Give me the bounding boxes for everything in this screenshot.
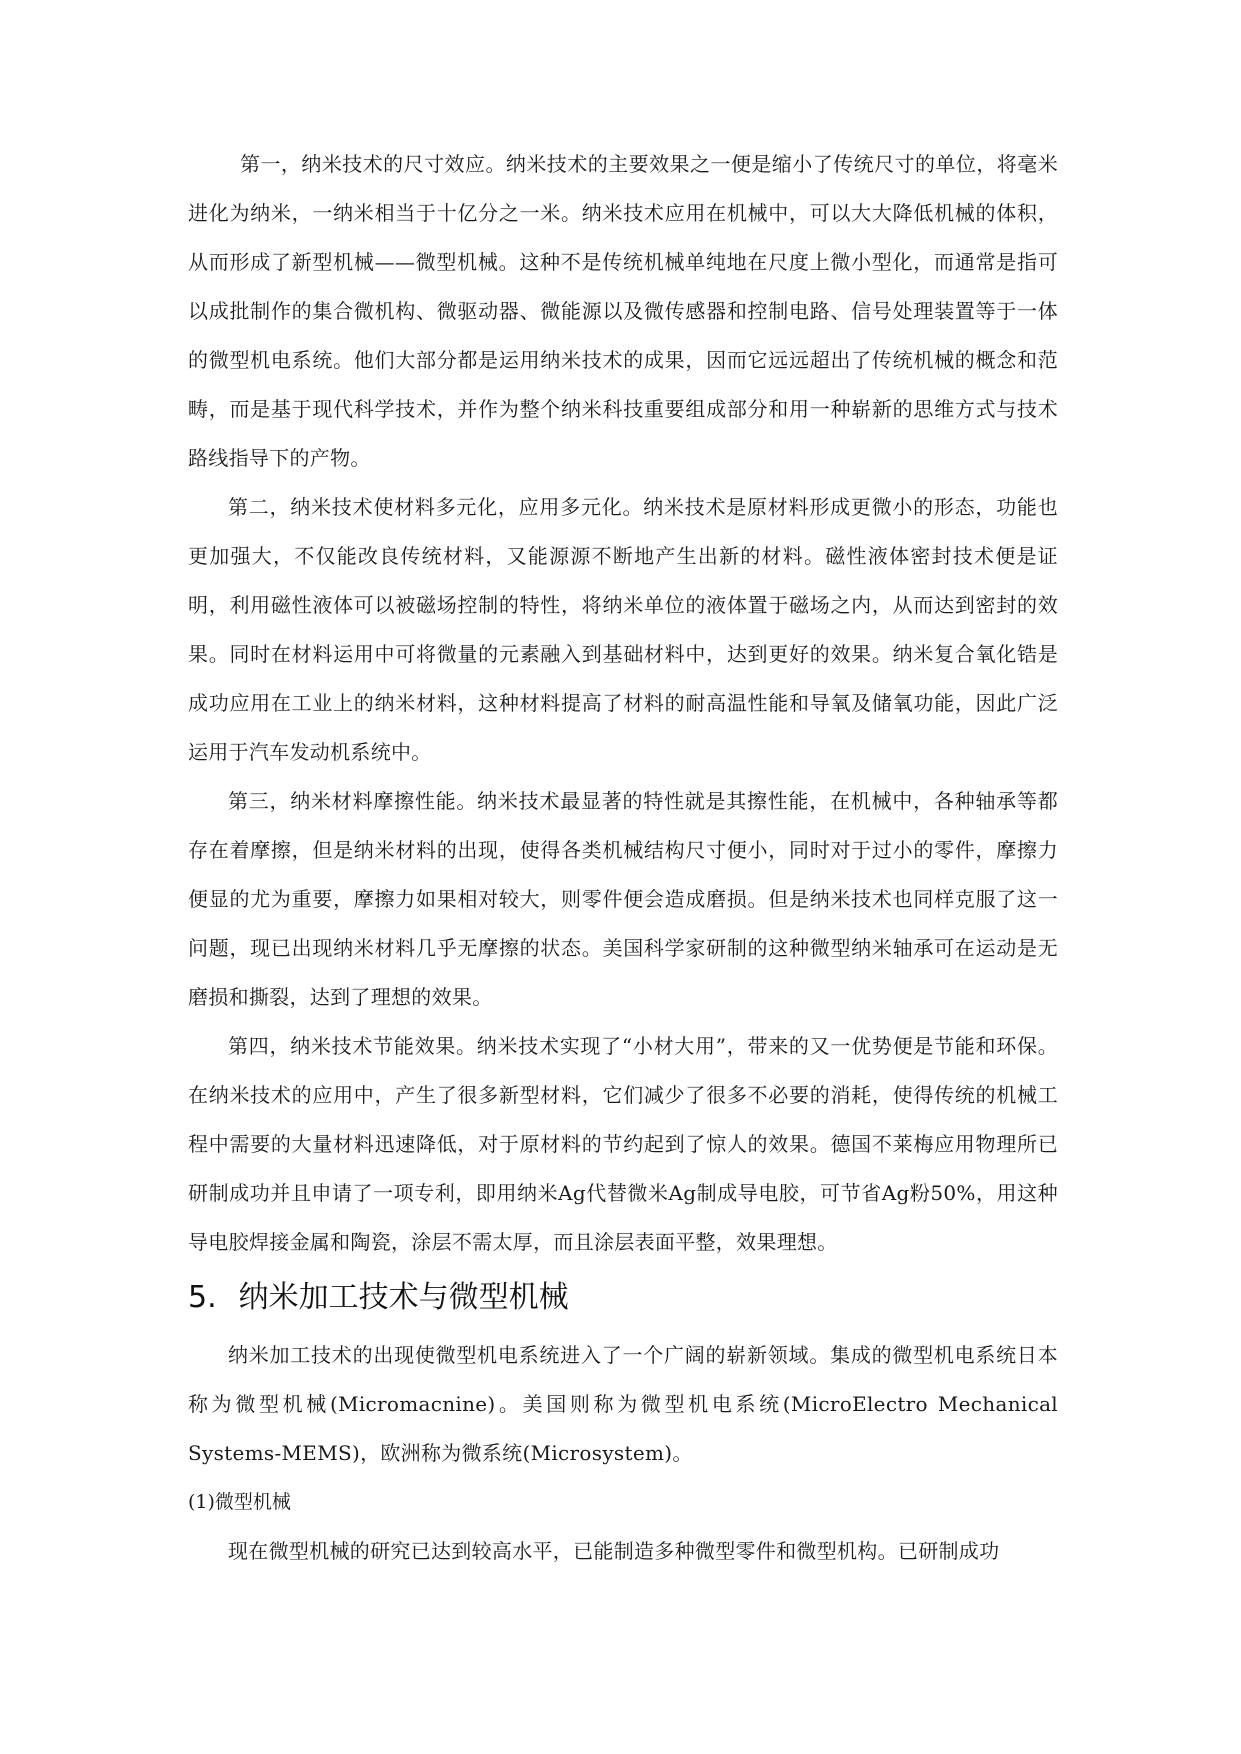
paragraph-friction: 第三，纳米材料摩擦性能。纳米技术最显著的特性就是其擦性能，在机械中，各种轴承等都存在着摩擦，但是纳米材料的出现，使得各类机械结构尺寸便小，同时对于过小的零件，摩擦力便显的尤为重要，摩擦力如果相对较大，则零件便会造成磨损。但是纳米技术也同样克服了这一问题，现已出现纳米材料几乎无摩擦的状态。美国科学家研制的这种微型纳米轴承可在运动是无磨损和撕裂，达到了理想的效果。 [188,789,1058,1009]
subheading-micro-machine: (1)微型机械 [188,1491,291,1513]
section-heading [188,1269,1058,1327]
section-number: 5. [188,1280,217,1315]
section-title: 纳米加工技术与微型机械 [238,1280,569,1315]
paragraph-energy-saving: 第四，纳米技术节能效果。纳米技术实现了“小材大用”，带来的又一优势便是节能和环保。在纳米技术的应用中，产生了很多新型材料，它们减少了很多不必要的消耗，使得传统的机械工程中需要的大量材料迅速降低，对于原材料的节约起到了惊人的效果。德国不莱梅应用物理所已研制成功并且申请了一项专利，即用纳米Ag代替微米Ag制成导电胶，可节省Ag粉50%，用这种导电胶焊接金属和陶瓷，涂层不需太厚，而且涂层表面平整，效果理想。 [188,1034,1058,1254]
paragraph-nano-processing: 纳米加工技术的出现使微型机电系统进入了一个广阔的崭新领域。集成的微型机电系统日本称为微型机械(Micromacnine)。美国则称为微型机电系统(MicroElectro Mechanical Systems-MEMS)，欧洲称为微系统(Microsystem)。 [188,1343,1058,1465]
paragraph-size-effect: 第一，纳米技术的尺寸效应。纳米技术的主要效果之一便是缩小了传统尺寸的单位，将毫米进化为纳米，一纳米相当于十亿分之一米。纳米技术应用在机械中，可以大大降低机械的体积，从而形成了新型机械——微型机械。这种不是传统机械单纯地在尺度上微小型化，而通常是指可以成批制作的集合微机构、微驱动器、微能源以及微传感器和控制电路、信号处理装置等于一体的微型机电系统。他们大部分都是运用纳米技术的成果，因而它远远超出了传统机械的概念和范畴，而是基于现代科学技术，并作为整个纳米科技重要组成部分和用一种崭新的思维方式与技术路线指导下的产物。 [188,152,1058,470]
paragraph-micro-machine: 现在微型机械的研究已达到较高水平，已能制造多种微型零件和微型机构。已研制成功 [228,1539,1000,1563]
paragraph-material-diversity: 第二，纳米技术使材料多元化，应用多元化。纳米技术是原材料形成更微小的形态，功能也更加强大，不仅能改良传统材料，又能源源不断地产生出新的材料。磁性液体密封技术便是证明，利用磁性液体可以被磁场控制的特性，将纳米单位的液体置于磁场之内，从而达到密封的效果。同时在材料运用中可将微量的元素融入到基础材料中，达到更好的效果。纳米复合氧化锆是成功应用在工业上的纳米材料，这种材料提高了材料的耐高温性能和导氧及储氧功能，因此广泛运用于汽车发动机系统中。 [188,495,1058,764]
document-page [188,140,1058,1576]
